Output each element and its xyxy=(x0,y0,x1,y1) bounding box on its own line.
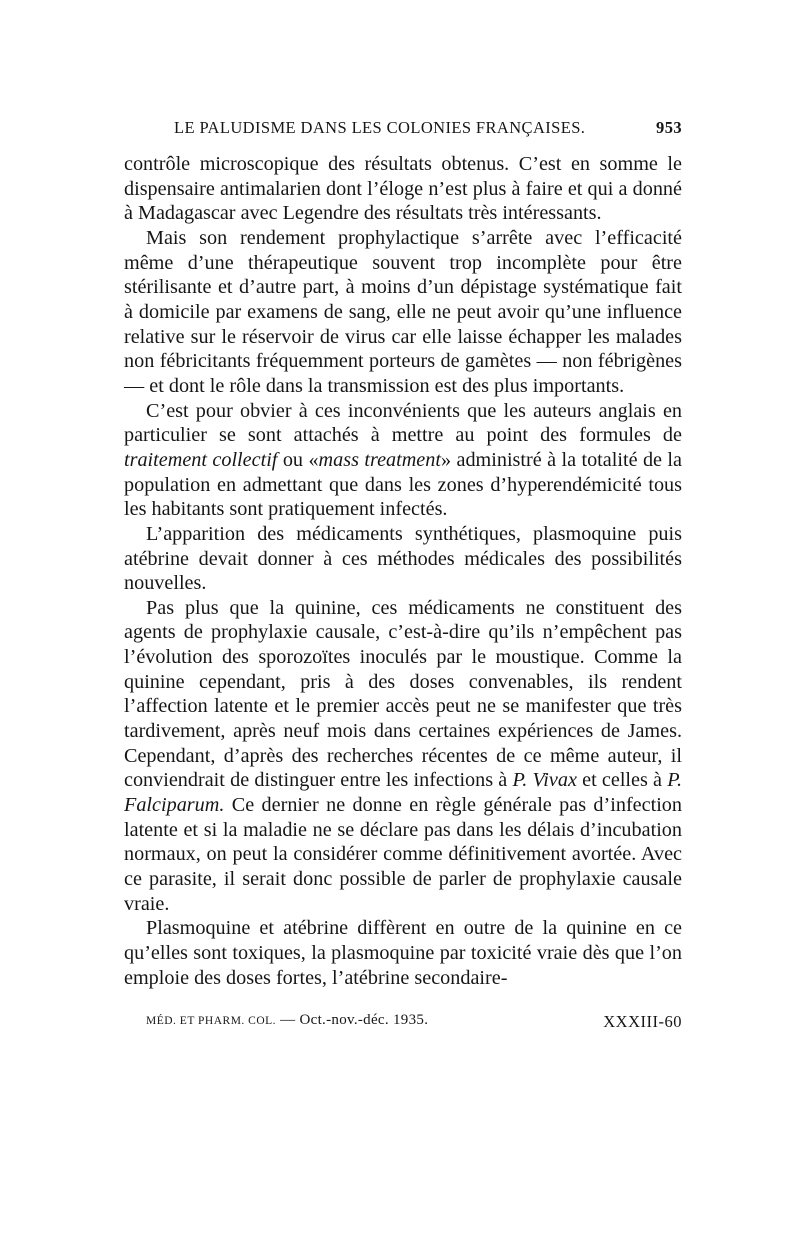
italic-text: P. Vivax xyxy=(512,769,577,792)
footer-date: Oct.-nov.-déc. 1935. xyxy=(299,1012,429,1029)
italic-text: traitement collectif xyxy=(124,448,278,471)
paragraph xyxy=(124,226,682,399)
paragraph xyxy=(124,152,682,226)
footer-signature: XXXIII-60 xyxy=(603,1012,682,1032)
text-run: et celles à xyxy=(576,769,668,792)
text-run: Plasmoquine et atébrine diffèrent en outre de la quinine en ce qu’elles sont toxiques, la plasmoquine par toxicité vraie dès que l’on emploie des doses fortes, l’atébrine secondaire- xyxy=(124,917,682,989)
footer-dash: — xyxy=(280,1012,296,1029)
footer-source-line xyxy=(146,1012,428,1029)
text-run: Mais son rendement prophylactique s’arrête avec l’efficacité même d’une thérapeutique souvent trop incomplète pour être stérilisante et d’autre part, à moins d’un dépistage systématique fait à domicile par examens de sang, elle ne peut avoir qu’une influence relative sur le réservoir de virus car elle laisse échapper les malades non fébricitants fréquemment porteurs de gamètes — non fébrigènes — et dont le rôle dans la transmission est des plus importants. xyxy=(124,226,682,397)
paragraph xyxy=(124,522,682,596)
footer-journal: MÉD. ET PHARM. COL. xyxy=(146,1015,277,1028)
running-head xyxy=(174,118,682,142)
text-run: contrôle microscopique des résultats obtenus. C’est en somme le dispensaire antimalarien dont l’éloge n’est plus à faire et qui a donné à Madagascar avec Legendre des résultats très intéressants. xyxy=(124,153,682,225)
text-run: L’apparition des médicaments synthétiques, plasmoquine puis atébrine devait donner à ces méthodes médicales des possibilités nouvelles. xyxy=(124,522,682,595)
paragraph xyxy=(124,916,682,990)
text-run: » administré à la totalité de la population en admettant que dans les zones d’hyperendémicité tous les habitants sont pratiquement infectés. xyxy=(124,448,682,521)
text-run: Pas plus que la quinine, ces médicaments ne constituent des agents de prophylaxie causale, c’est-à-dire qu’ils n’empêchent pas l’évolution des sporozoïtes inoculés par le moustique. Comme la quinine cependant, pris à des doses convenables, ils rendent l’affection latente et le premier accès peut ne se manifester que très tardivement, après neuf mois dans certaines expériences de James. Cependant, d’après des recherches récentes de ce même auteur, il conviendrait de distinguer entre les infections à xyxy=(124,596,682,792)
text-run: C’est pour obvier à ces inconvénients que les auteurs anglais en particulier se sont attachés à mettre au point des formules de xyxy=(124,399,682,447)
paragraph xyxy=(124,596,682,917)
text-run: ou « xyxy=(277,448,319,471)
paragraph xyxy=(124,399,682,522)
running-title: LE PALUDISME DANS LES COLONIES FRANÇAISES. xyxy=(174,118,586,137)
body-text xyxy=(124,152,682,990)
text-run: Ce dernier ne donne en règle générale pas d’infection latente et si la maladie ne se déclare pas dans les délais d’incubation normaux, on peut la considérer comme définitivement avortée. Avec ce parasite, il serait donc possible de parler de prophylaxie causale vraie. xyxy=(124,794,682,915)
page-footer xyxy=(146,1012,682,1034)
italic-text: P. Falciparum. xyxy=(124,769,683,817)
italic-text: mass treatment xyxy=(318,448,441,471)
page-number: 953 xyxy=(656,118,682,137)
document-page xyxy=(124,118,682,1034)
